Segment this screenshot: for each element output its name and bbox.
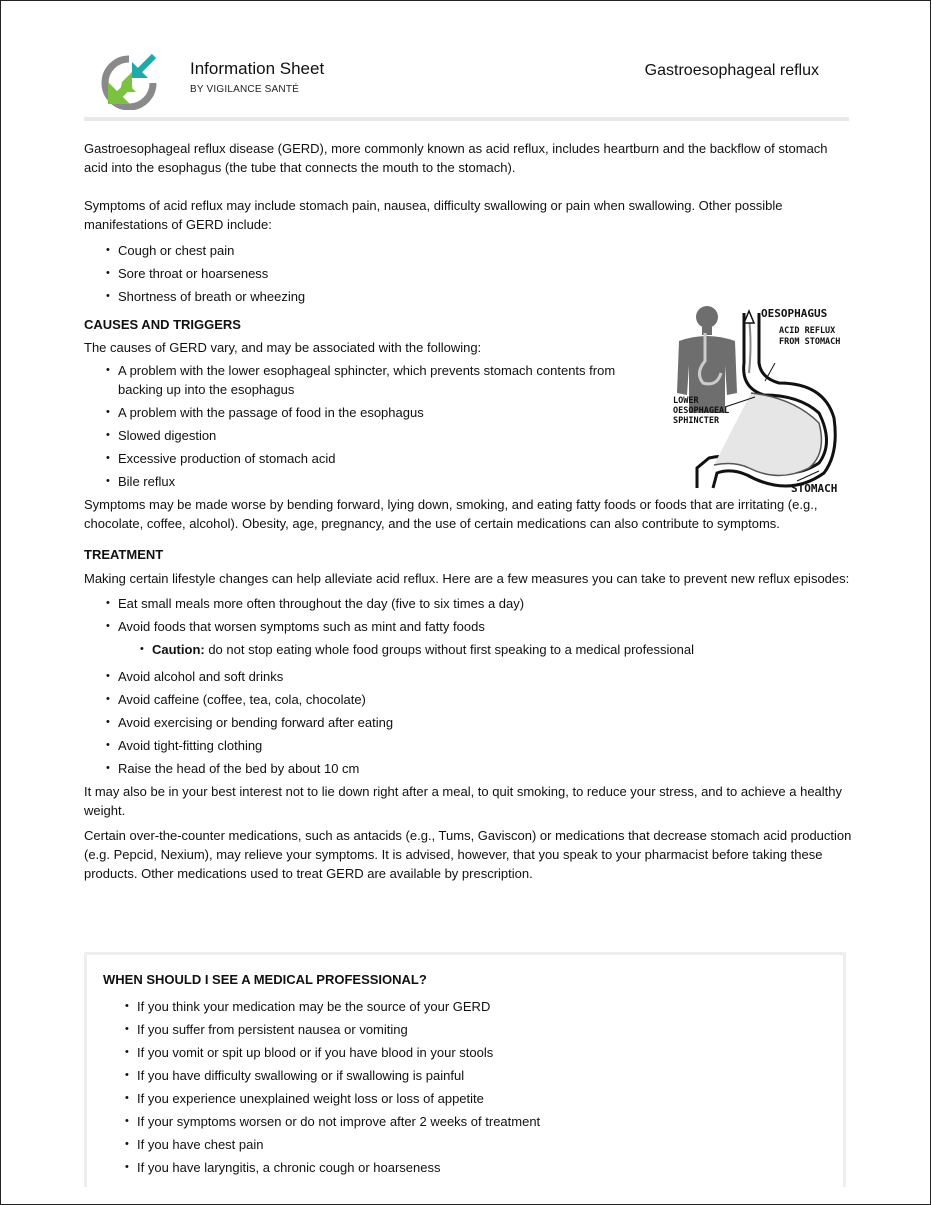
figure-label-stomach: STOMACH [791,482,838,495]
list-item: • If you have difficulty swallowing or if swallowing is painful [103,1066,823,1085]
list-item: • Raise the head of the bed by about 10 cm [84,759,854,778]
causes-section [84,307,854,533]
symptoms-list [84,241,854,306]
list-item: • Sore throat or hoarseness [84,264,854,283]
list-item: • A problem with the passage of food in the esophagus [84,403,644,422]
treatment-section [84,545,854,883]
list-item: • If you experience unexplained weight loss or loss of appetite [103,1089,823,1108]
list-item: • Avoid exercising or bending forward after eating [84,713,854,732]
list-item: • Shortness of breath or wheezing [84,287,854,306]
when-to-see-professional-box [84,952,846,1187]
list-item: • If you think your medication may be the source of your GERD [103,997,823,1016]
list-item: • Eat small meals more often throughout the day (five to six times a day) [84,594,854,613]
list-item: • Avoid caffeine (coffee, tea, cola, chocolate) [84,690,854,709]
figure-label-acid-2: FROM STOMACH [779,337,841,347]
list-item: • Avoid alcohol and soft drinks [84,667,854,686]
list-item: • If you have laryngitis, a chronic cough or hoarseness [103,1158,823,1177]
header [84,50,849,116]
list-item: • If you have chest pain [103,1135,823,1154]
figure-label-acid-1: ACID REFLUX [779,326,836,336]
list-item: • Avoid tight-fitting clothing [84,736,854,755]
causes-list [84,361,644,491]
treatment-list-continued [84,667,854,778]
document-body [84,139,854,889]
list-item: • If you suffer from persistent nausea or vomiting [103,1020,823,1039]
treatment-intro: Making certain lifestyle changes can help alleviate acid reflux. Here are a few measures you can take to prevent new reflux episodes: [84,571,850,586]
symptoms-paragraph: Symptoms of acid reflux may include stomach pain, nausea, difficulty swallowing or pain when swallowing. Other possible manifestations of GERD include: [84,198,783,232]
lifestyle-paragraph: It may also be in your best interest not to lie down right after a meal, to quit smoking, to reduce your stress, and to achieve a healthy weight. [84,784,843,818]
caution-text: do not stop eating whole food groups without first speaking to a medical professional [204,642,694,657]
figure-label-lower-3: SPHINCTER [673,416,720,426]
intro-paragraph: Gastroesophageal reflux disease (GERD), more commonly known as acid reflux, includes heartburn and the backflow of stomach acid into the esophagus (the tube that connects the mouth to the stomach). [84,141,828,175]
list-item: • If your symptoms worsen or do not improve after 2 weeks of treatment [103,1112,823,1131]
treatment-list [84,594,854,636]
caution-label: Caution: [152,642,205,657]
list-item: • Bile reflux [84,472,644,491]
causes-intro: The causes of GERD vary, and may be associated with the following: [84,340,482,355]
causes-heading: CAUSES AND TRIGGERS [84,317,241,332]
figure-label-lower-2: OESOPHAGEAL [673,406,730,416]
figure-label-lower-1: LOWER [673,396,699,406]
list-item: • A problem with the lower esophageal sphincter, which prevents stomach contents from backing up into the esophagus [84,361,644,399]
list-item: • If you vomit or spit up blood or if you have blood in your stools [103,1043,823,1062]
header-divider [84,117,849,121]
list-item: • Excessive production of stomach acid [84,449,644,468]
caution-item [84,640,854,659]
list-item: • Cough or chest pain [84,241,854,260]
caution-sublist [84,640,854,659]
sheet-subtitle: BY VIGILANCE SANTÉ [190,84,300,95]
when-heading: WHEN SHOULD I SEE A MEDICAL PROFESSIONAL? [103,972,427,987]
list-item: • Avoid foods that worsen symptoms such as mint and fatty foods [84,617,854,636]
sheet-title: Information Sheet [190,59,325,78]
stomach-illustration [669,303,844,498]
worse-paragraph: Symptoms may be made worse by bending forward, lying down, smoking, and eating fatty foods or foods that are irritating (e.g., chocolate, coffee, alcohol). Obesity, age, pregnancy, and the use of certain medications can also contribute to symptoms. [84,497,818,531]
treatment-heading: TREATMENT [84,547,164,562]
when-list [103,997,823,1181]
list-item: • Slowed digestion [84,426,644,445]
figure-label-oesophagus: OESOPHAGUS [761,307,828,320]
vigilance-logo-icon [100,52,158,110]
document-title: Gastroesophageal reflux [644,62,819,79]
medication-paragraph: Certain over-the-counter medications, such as antacids (e.g., Tums, Gaviscon) or medications that decrease stomach acid production (e.g. Pepcid, Nexium), may relieve your symptoms. It is advised, however, that you speak to your pharmacist before taking these products. Other medications used to treat GERD are available by prescription. [84,828,852,881]
